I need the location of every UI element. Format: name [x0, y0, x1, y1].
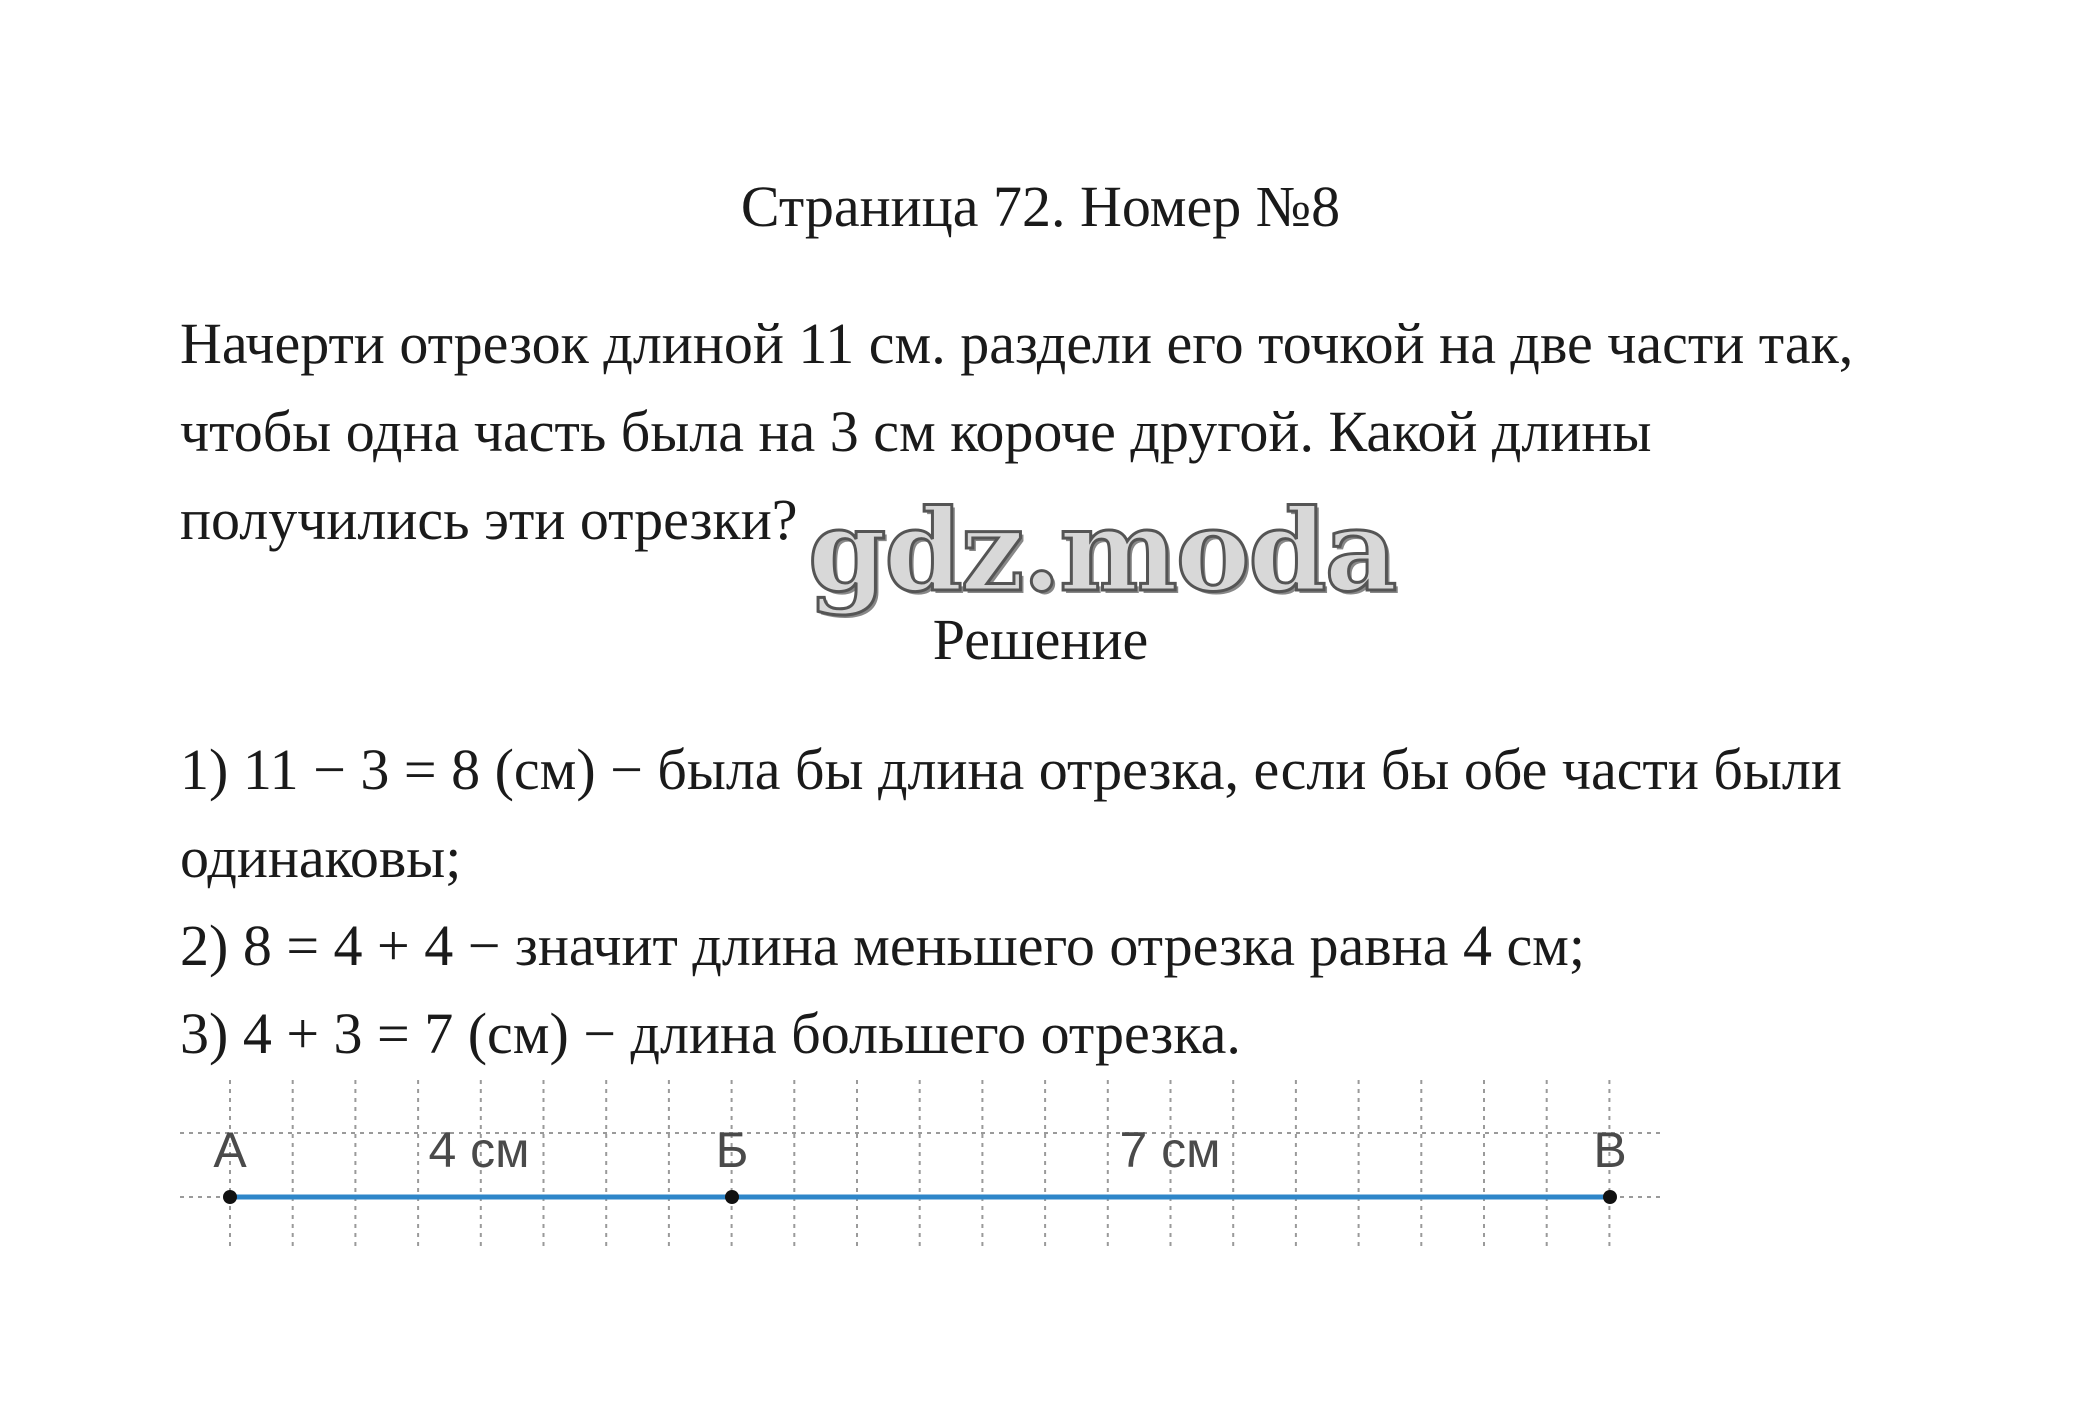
grid-lines	[180, 1080, 1660, 1250]
point-a-label: А	[213, 1122, 247, 1178]
solution-line: 2) 8 = 4 + 4 − значит длина меньшего отрезка равна 4 см;	[180, 913, 1585, 978]
watermark-logo: gdz.moda	[808, 486, 1396, 617]
task-line: получились эти отрезки?	[180, 487, 798, 552]
task-line: Начерти отрезок длиной 11 см. раздели его точкой на две части так,	[180, 311, 1854, 376]
point-c-dot	[1603, 1190, 1617, 1204]
point-b-label: Б	[715, 1122, 749, 1178]
solution-heading: Решение	[932, 607, 1149, 672]
segment-diagram	[180, 1080, 1660, 1250]
segment-label-short: 4 см	[428, 1122, 530, 1178]
segment-diagram-svg	[180, 1080, 1660, 1250]
solution-steps	[180, 726, 2000, 1078]
solution-line: одинаковы;	[180, 825, 462, 890]
page-title: Страница 72. Номер №8	[740, 174, 1341, 239]
task-line: чтобы одна часть была на 3 см короче другой. Какой длины	[180, 399, 1652, 464]
segment-label-long: 7 см	[1119, 1122, 1221, 1178]
point-a-dot	[223, 1190, 237, 1204]
solution-line: 1) 11 − 3 = 8 (см) − была бы длина отрезка, если бы обе части были	[180, 737, 1842, 802]
solution-line: 3) 4 + 3 = 7 (см) − длина большего отрезка.	[180, 1001, 1241, 1066]
point-b-dot	[725, 1190, 739, 1204]
point-c-label: В	[1593, 1122, 1627, 1178]
